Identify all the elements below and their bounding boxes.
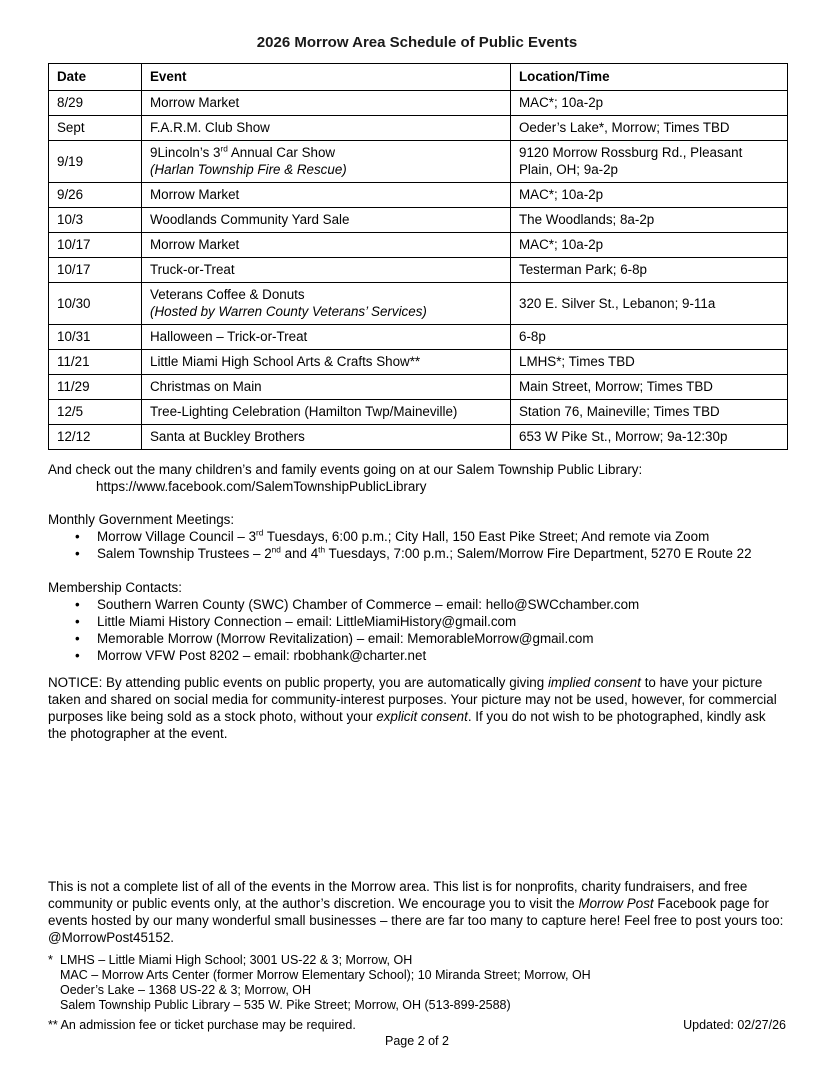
admission-note: ** An admission fee or ticket purchase may be required.	[48, 1018, 356, 1032]
event-cell: Little Miami High School Arts & Crafts Show**	[142, 350, 511, 375]
event-cell: Woodlands Community Yard Sale	[142, 208, 511, 233]
page-number: Page 2 of 2	[385, 1034, 449, 1048]
table-row	[49, 91, 788, 116]
event-cell: Morrow Market	[142, 233, 511, 258]
events-table	[48, 63, 788, 450]
table-row	[49, 183, 788, 208]
date-cell: 12/5	[49, 400, 142, 425]
date-cell: 11/21	[49, 350, 142, 375]
page-title: 2026 Morrow Area Schedule of Public Events	[256, 34, 578, 51]
date-cell: 8/29	[49, 91, 142, 116]
column-header-date: Date	[49, 64, 142, 91]
disclaimer-paragraph: This is not a complete list of all of the events in the Morrow area. This list is for nonprofits, charity fundraisers, and free community or public events only, at the author’s discretion. We encourage you to visit the Morrow Post Facebook page for events hosted by our many wonderful small businesses – there are far too many to capture here! Feel free to post yours too: @MorrowPost45152.	[48, 879, 784, 945]
table-row	[49, 233, 788, 258]
date-cell: Sept	[49, 116, 142, 141]
event-cell: Morrow Market	[142, 91, 511, 116]
location-cell: Oeder’s Lake*, Morrow; Times TBD	[511, 116, 788, 141]
location-cell: LMHS*; Times TBD	[511, 350, 788, 375]
list-item: • Memorable Morrow (Morrow Revitalization) – email: MemorableMorrow@gmail.com	[48, 630, 786, 647]
table-row	[49, 425, 788, 450]
event-cell: Santa at Buckley Brothers	[142, 425, 511, 450]
government-meetings-list	[48, 528, 786, 562]
location-cell: MAC*; 10a-2p	[511, 91, 788, 116]
location-cell: 6-8p	[511, 325, 788, 350]
membership-contacts-heading: Membership Contacts:	[48, 580, 182, 595]
library-note	[48, 461, 786, 495]
table-row	[49, 208, 788, 233]
notice-paragraph: NOTICE: By attending public events on public property, you are automatically giving implied consent to have your picture taken and shared on social media for community-interest purposes. Your picture may not be used, however, for commercial purposes like being sold as a stock photo, without your explicit consent. If you do not wish to be photographed, kindly ask the photographer at the event.	[48, 675, 777, 741]
library-facebook-link: https://www.facebook.com/SalemTownshipPublicLibrary	[96, 479, 427, 494]
footnote-lines	[60, 953, 786, 1013]
footnote-line: LMHS – Little Miami High School; 3001 US-22 & 3; Morrow, OH	[60, 953, 413, 967]
location-cell: The Woodlands; 8a-2p	[511, 208, 788, 233]
column-header-event: Event	[142, 64, 511, 91]
location-cell: 9120 Morrow Rossburg Rd., Pleasant Plain, OH; 9a-2p	[511, 141, 788, 183]
list-item: • Morrow VFW Post 8202 – email: rbobhank@charter.net	[48, 647, 786, 664]
date-cell: 9/26	[49, 183, 142, 208]
event-cell: Truck-or-Treat	[142, 258, 511, 283]
column-header-location: Location/Time	[511, 64, 788, 91]
date-cell: 10/30	[49, 283, 142, 325]
list-item: • Salem Township Trustees – 2nd and 4th Tuesdays, 7:00 p.m.; Salem/Morrow Fire Department, 5270 E Route 22	[48, 545, 786, 562]
location-cell: Station 76, Maineville; Times TBD	[511, 400, 788, 425]
list-item: • Southern Warren County (SWC) Chamber of Commerce – email: hello@SWCchamber.com	[48, 596, 786, 613]
event-cell: Morrow Market	[142, 183, 511, 208]
date-cell: 12/12	[49, 425, 142, 450]
footnote-marker: *	[48, 953, 53, 967]
bottom-row	[48, 1018, 786, 1033]
table-header-row	[49, 64, 788, 91]
events-table-body	[49, 91, 788, 450]
event-cell: Halloween – Trick-or-Treat	[142, 325, 511, 350]
location-cell: Main Street, Morrow; Times TBD	[511, 375, 788, 400]
location-cell: Testerman Park; 6-8p	[511, 258, 788, 283]
library-note-text: And check out the many children’s and family events going on at our Salem Township Public Library:	[48, 462, 643, 477]
event-cell: 9Lincoln’s 3rd Annual Car Show (Harlan Township Fire & Rescue)	[142, 141, 511, 183]
table-row	[49, 400, 788, 425]
table-row	[49, 375, 788, 400]
list-item: • Morrow Village Council – 3rd Tuesdays, 6:00 p.m.; City Hall, 150 East Pike Street; And remote via Zoom	[48, 528, 786, 545]
table-row	[49, 141, 788, 183]
table-row	[49, 350, 788, 375]
date-cell: 10/17	[49, 258, 142, 283]
date-cell: 10/3	[49, 208, 142, 233]
footnote-line: Salem Township Public Library – 535 W. Pike Street; Morrow, OH (513-899-2588)	[60, 998, 511, 1012]
updated-date: Updated: 02/27/26	[683, 1018, 786, 1032]
table-row	[49, 283, 788, 325]
government-meetings-heading: Monthly Government Meetings:	[48, 512, 235, 527]
location-cell: 320 E. Silver St., Lebanon; 9-11a	[511, 283, 788, 325]
event-cell: Veterans Coffee & Donuts (Hosted by Warren County Veterans’ Services)	[142, 283, 511, 325]
list-item: • Little Miami History Connection – email: LittleMiamiHistory@gmail.com	[48, 613, 786, 630]
table-row	[49, 116, 788, 141]
date-cell: 11/29	[49, 375, 142, 400]
location-cell: MAC*; 10a-2p	[511, 183, 788, 208]
date-cell: 10/31	[49, 325, 142, 350]
membership-contacts-list	[48, 596, 786, 664]
footnote-line: MAC – Morrow Arts Center (former Morrow Elementary School); 10 Miranda Street; Morrow, OH	[60, 968, 591, 982]
event-cell: Christmas on Main	[142, 375, 511, 400]
table-row	[49, 325, 788, 350]
footnotes-block	[48, 953, 786, 1013]
location-cell: MAC*; 10a-2p	[511, 233, 788, 258]
footnote-line: Oeder’s Lake – 1368 US-22 & 3; Morrow, OH	[60, 983, 312, 997]
location-cell: 653 W Pike St., Morrow; 9a-12:30p	[511, 425, 788, 450]
table-row	[49, 258, 788, 283]
date-cell: 9/19	[49, 141, 142, 183]
event-cell: F.A.R.M. Club Show	[142, 116, 511, 141]
event-cell: Tree-Lighting Celebration (Hamilton Twp/Maineville)	[142, 400, 511, 425]
date-cell: 10/17	[49, 233, 142, 258]
